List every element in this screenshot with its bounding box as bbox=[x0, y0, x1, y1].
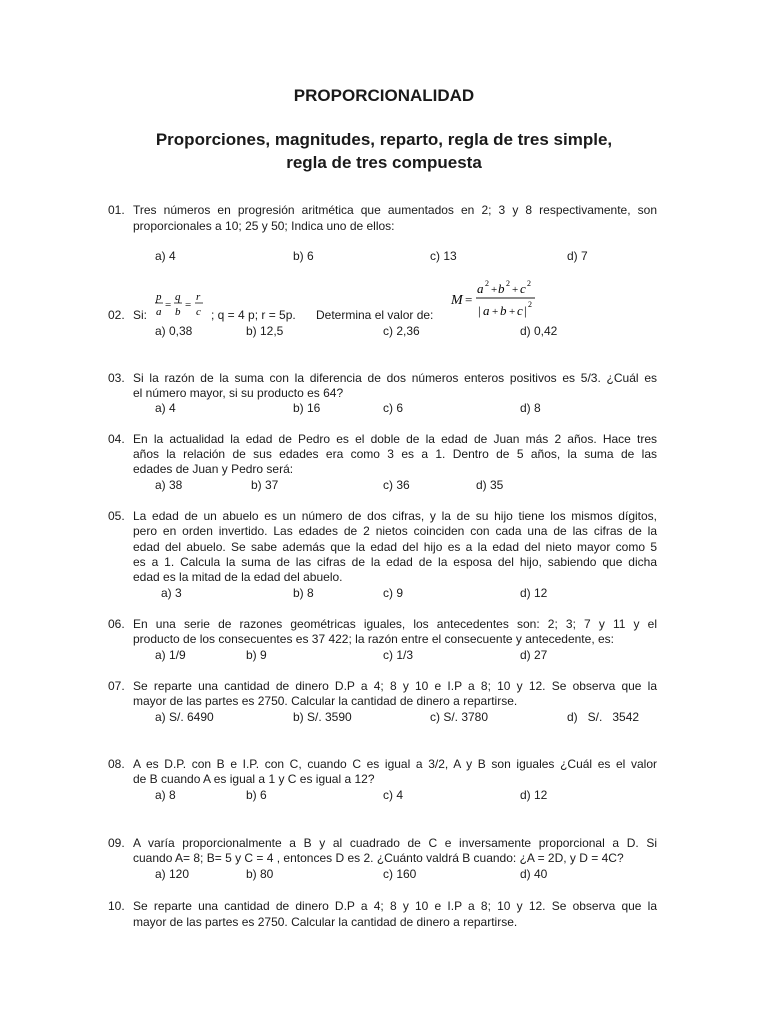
ratio-q: q bbox=[175, 291, 181, 303]
option-c: c) 160 bbox=[383, 867, 417, 881]
option-a: a) 120 bbox=[155, 867, 190, 881]
option-c: c) 36 bbox=[383, 478, 410, 492]
question-number: 02. bbox=[108, 308, 125, 322]
ratio-a: a bbox=[156, 306, 162, 318]
question-text-line: edades de Juan y Pedro será: bbox=[133, 462, 294, 476]
option-b: b) 6 bbox=[293, 249, 314, 263]
question-text-determine: Determina el valor de: bbox=[316, 308, 434, 322]
option-c: c) 1/3 bbox=[383, 648, 414, 662]
question-text-line: Se reparte una cantidad de dinero D.P a 4; 8 y 10 e I.P a 8; 10 y 12. Se observa que la bbox=[133, 679, 657, 693]
question-text-line: Si la razón de la suma con la diferencia de dos números enteros positivos es 5/3. ¿Cuál es bbox=[133, 371, 657, 385]
question-text-si: Si: bbox=[133, 308, 148, 322]
question-number: 10. bbox=[108, 899, 125, 913]
m-den-a: a bbox=[483, 303, 490, 318]
option-b: b) S/. 3590 bbox=[293, 710, 352, 724]
option-d: d) 12 bbox=[520, 586, 548, 600]
m-den-c: c bbox=[517, 303, 523, 318]
question-text-line: En una serie de razones geométricas iguales, los antecedentes son: 2; 3; 7 y 11 y el bbox=[133, 617, 657, 631]
ratio-p: p bbox=[156, 291, 162, 303]
option-c: c) 2,36 bbox=[383, 324, 420, 338]
question-text-line: mayor de las partes es 2750. Calcular la cantidad de dinero a repartirse. bbox=[133, 915, 518, 929]
option-a: a) 0,38 bbox=[155, 324, 193, 338]
m-var: M bbox=[451, 293, 463, 308]
option-a: a) 4 bbox=[155, 401, 176, 415]
ratio-formula bbox=[153, 289, 211, 323]
option-d: d) 27 bbox=[520, 648, 548, 662]
option-b: b) 8 bbox=[293, 586, 314, 600]
option-a: a) 3 bbox=[161, 586, 182, 600]
m-abs-left: | bbox=[478, 303, 481, 318]
question-text-line: Se reparte una cantidad de dinero D.P a 4; 8 y 10 e I.P a 8; 10 y 12. Se observa que la bbox=[133, 899, 657, 913]
m-den-plus-2: + bbox=[509, 306, 516, 318]
m-eq: = bbox=[465, 292, 473, 307]
ratio-b: b bbox=[175, 306, 181, 318]
option-d: d) 12 bbox=[520, 788, 548, 802]
option-c: c) 4 bbox=[383, 788, 404, 802]
question-text-line: A es D.P. con B e I.P. con C, cuando C es igual a 3/2, A y B son iguales ¿Cuál es el valor bbox=[133, 757, 657, 771]
option-d: d) 7 bbox=[567, 249, 588, 263]
option-a: a) 1/9 bbox=[155, 648, 186, 662]
m-c-exp: 2 bbox=[527, 279, 531, 288]
question-number: 05. bbox=[108, 509, 125, 523]
m-plus-2: + bbox=[512, 284, 519, 296]
m-den-b: b bbox=[500, 303, 507, 318]
m-b: b bbox=[498, 281, 505, 296]
option-b: b) 80 bbox=[246, 867, 274, 881]
option-a: a) 38 bbox=[155, 478, 183, 492]
question-text-line: edad del abuelo. Se sabe además que la edad del hijo es a la edad del nieto mayor como 5 bbox=[133, 540, 657, 554]
option-d: d) S/. 3542 bbox=[567, 710, 640, 724]
subtitle-line-1: Proporciones, magnitudes, reparto, regla de tres simple, bbox=[155, 130, 613, 149]
question-text-line: producto de los consecuentes es 37 422; la razón entre el consecuente y antecedente, es: bbox=[133, 632, 614, 646]
option-b: b) 6 bbox=[246, 788, 267, 802]
option-c: c) 6 bbox=[383, 401, 404, 415]
option-a: a) 8 bbox=[155, 788, 176, 802]
option-b: b) 12,5 bbox=[246, 324, 284, 338]
subtitle-line-2: regla de tres compuesta bbox=[286, 153, 482, 172]
option-d: d) 8 bbox=[520, 401, 541, 415]
option-c: c) 9 bbox=[383, 586, 404, 600]
m-den-plus-1: + bbox=[492, 306, 499, 318]
ratio-r: r bbox=[196, 291, 201, 303]
question-text-line: pero en orden invertido. Las edades de 2 nietos coinciden con cada una de las cifras de la bbox=[133, 524, 657, 538]
question-number: 01. bbox=[108, 203, 125, 217]
question-text-line: es a 1. Calcula la suma de las cifras de la edad de la esposa del hijo, sabiendo que dicha bbox=[133, 555, 657, 569]
option-a: a) S/. 6490 bbox=[155, 710, 214, 724]
question-number: 09. bbox=[108, 836, 125, 850]
question-text-line: cuando A= 8; B= 5 y C = 4 , entonces D es 2. ¿Cuánto valdrá B cuando: ¿A = 2D, y D = 4C? bbox=[133, 851, 624, 865]
page-subtitle bbox=[0, 128, 768, 174]
question-number: 06. bbox=[108, 617, 125, 631]
question-text-line: de B cuando A es igual a 1 y C es igual a 12? bbox=[133, 772, 375, 786]
ratio-eq-2: = bbox=[185, 299, 192, 311]
option-d: d) 0,42 bbox=[520, 324, 558, 338]
m-c: c bbox=[520, 281, 526, 296]
question-text-line: el número mayor, si su producto es 64? bbox=[133, 386, 344, 400]
question-number: 07. bbox=[108, 679, 125, 693]
question-text-line: A varía proporcionalmente a B y al cuadrado de C e inversamente proporcional a D. Si bbox=[133, 836, 657, 850]
option-d: d) 35 bbox=[476, 478, 504, 492]
question-text-line: mayor de las partes es 2750. Calcular la cantidad de dinero a repartirse. bbox=[133, 694, 518, 708]
question-text-line: Tres números en progresión aritmética que aumentados en 2; 3 y 8 respectivamente, son bbox=[133, 203, 657, 217]
question-number: 03. bbox=[108, 371, 125, 385]
ratio-eq-1: = bbox=[165, 299, 172, 311]
option-a: a) 4 bbox=[155, 249, 176, 263]
option-b: b) 37 bbox=[251, 478, 279, 492]
m-plus-1: + bbox=[491, 284, 498, 296]
question-text-relations: ; q = 4 p; r = 5p. bbox=[211, 308, 296, 322]
question-text-line: edad es la mitad de la edad del abuelo. bbox=[133, 570, 343, 584]
option-d: d) 40 bbox=[520, 867, 548, 881]
question-text-line: proporcionales a 10; 25 y 50; Indica uno de ellos: bbox=[133, 219, 395, 233]
option-c: c) 13 bbox=[430, 249, 457, 263]
question-number: 04. bbox=[108, 432, 125, 446]
ratio-c: c bbox=[196, 306, 201, 318]
question-text-line: En la actualidad la edad de Pedro es el doble de la edad de Juan más 2 años. Hace tres bbox=[133, 432, 657, 446]
option-b: b) 16 bbox=[293, 401, 321, 415]
question-text-line: La edad de un abuelo es un número de dos cifras, y la de su hijo tiene los mismos dígitos, bbox=[133, 509, 657, 523]
question-text-line: años la relación de sus edades era como 3 es a 1. Dentro de 5 años, la suma de las bbox=[133, 447, 657, 461]
m-a: a bbox=[477, 281, 484, 296]
m-b-exp: 2 bbox=[506, 279, 510, 288]
m-den-exp: 2 bbox=[528, 300, 532, 309]
m-formula bbox=[450, 277, 540, 321]
m-abs-right: | bbox=[524, 303, 527, 318]
question-number: 08. bbox=[108, 757, 125, 771]
option-c: c) S/. 3780 bbox=[430, 710, 489, 724]
page-title: PROPORCIONALIDAD bbox=[293, 86, 475, 105]
m-a-exp: 2 bbox=[485, 279, 489, 288]
option-b: b) 9 bbox=[246, 648, 267, 662]
